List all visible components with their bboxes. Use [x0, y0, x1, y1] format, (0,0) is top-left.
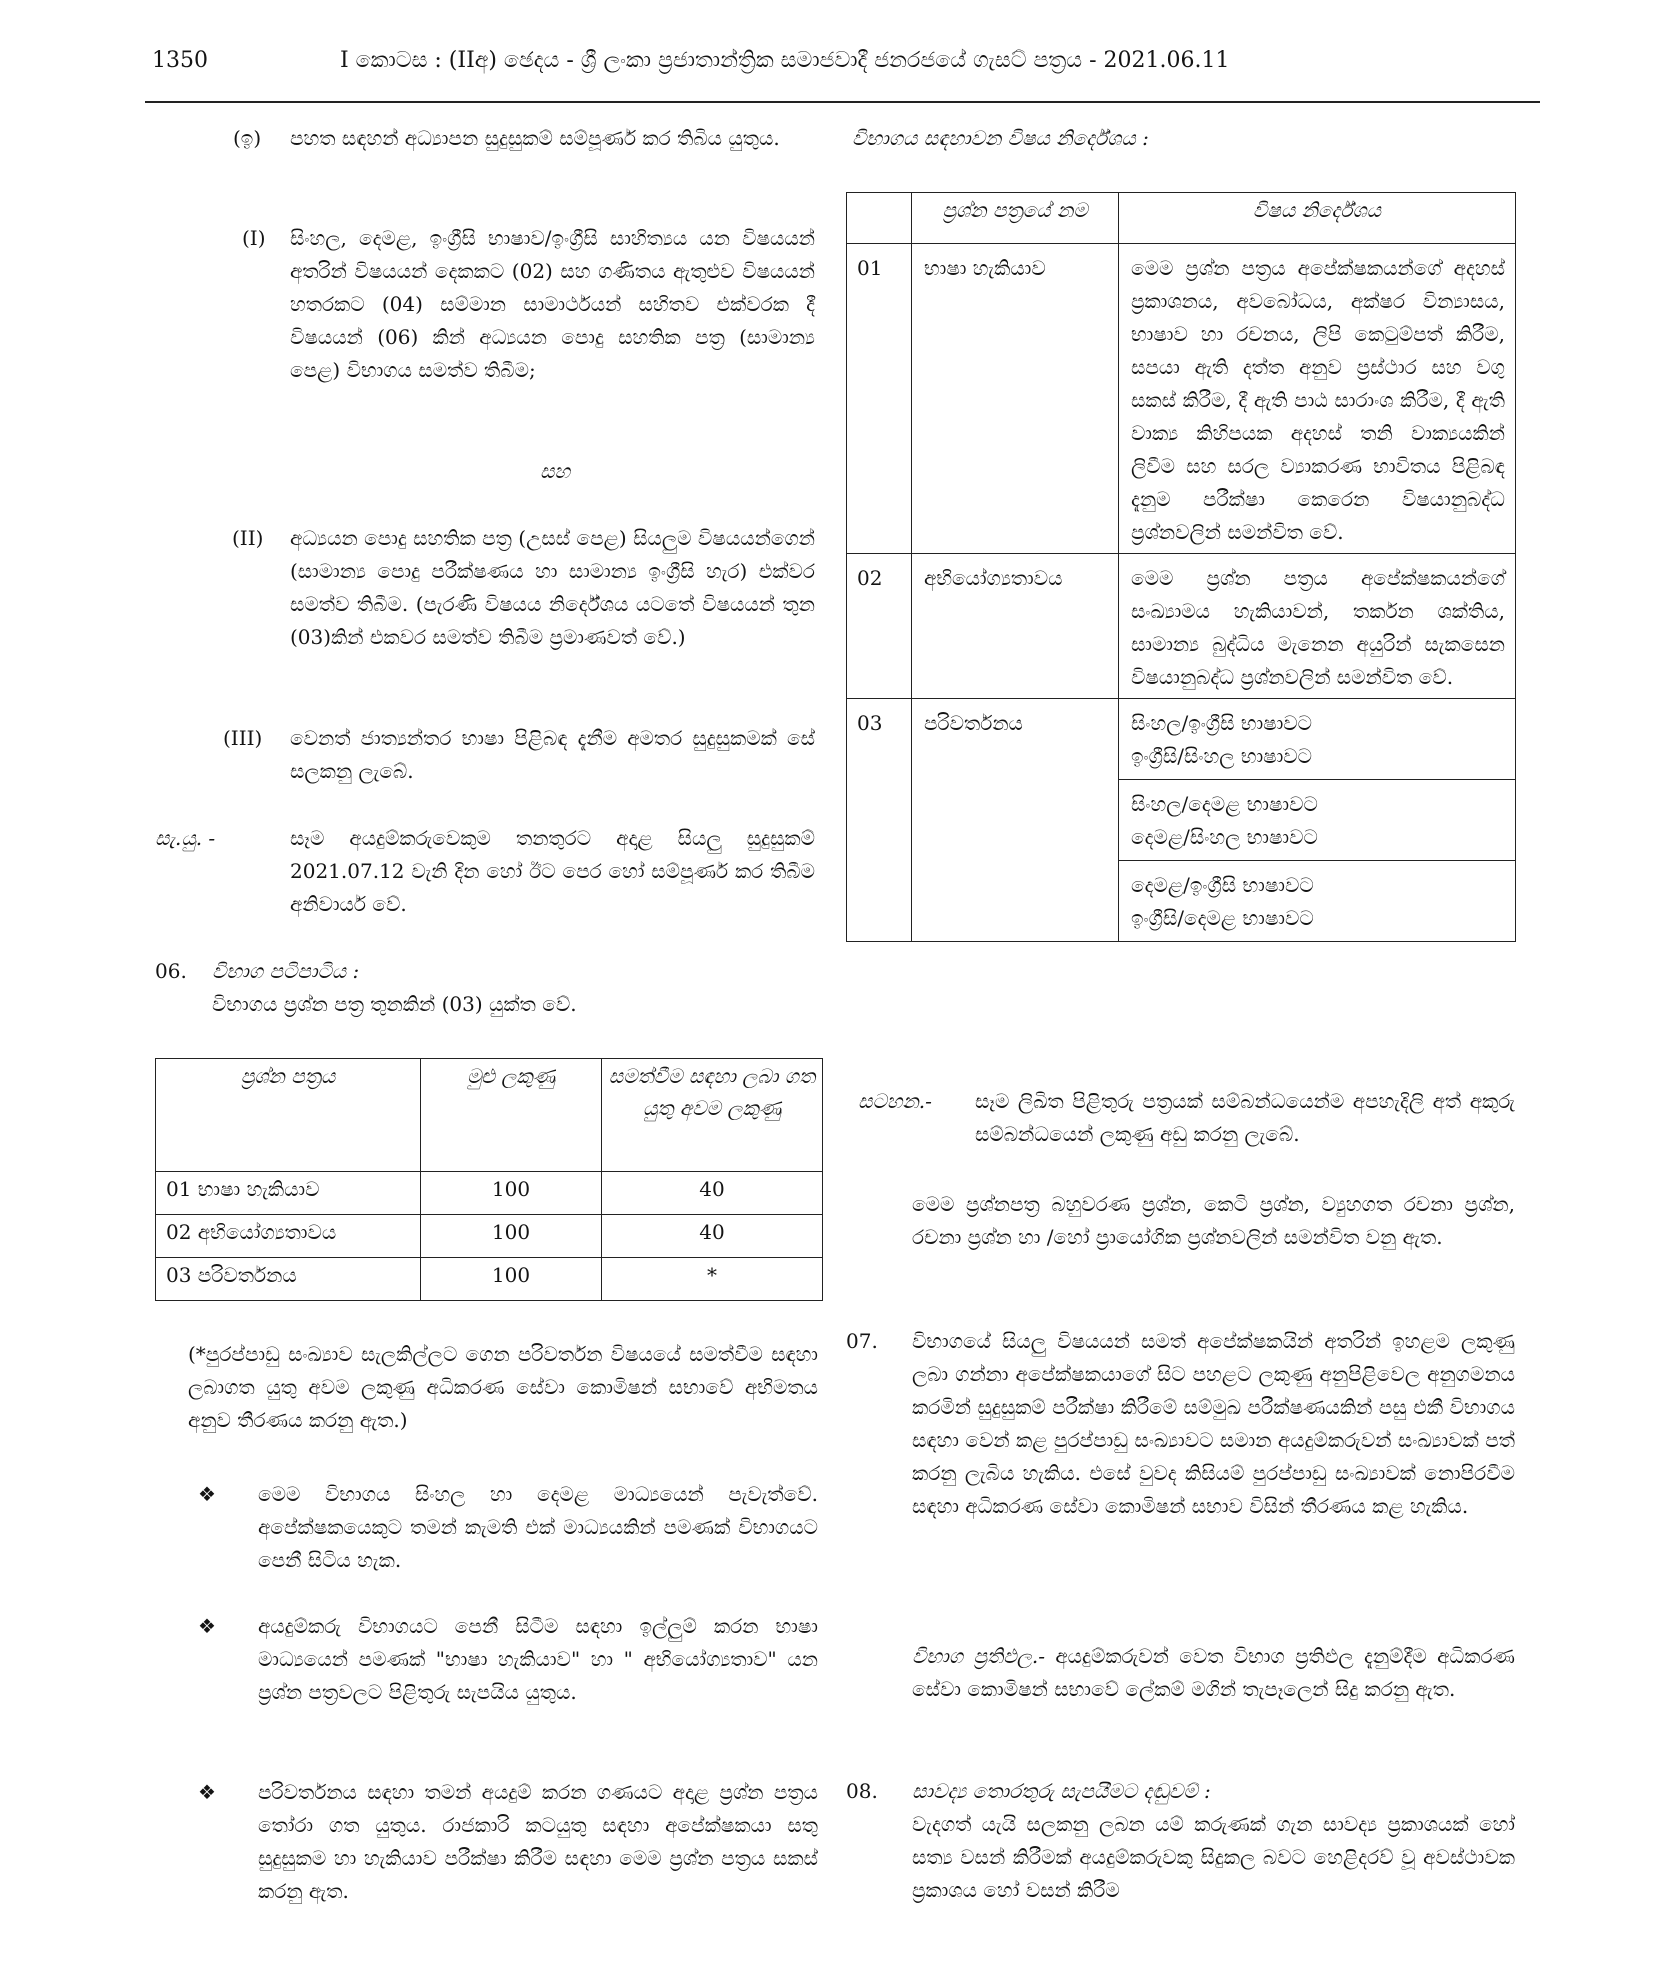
saha-conjunction: සහ	[540, 459, 571, 483]
syllabus-cell-translation	[1119, 699, 1516, 780]
item-i-text: සිංහල, දෙමළ, ඉංග්‍රීසි භාෂාව/ඉංග්‍රීසි සාහිත්‍යය යන විෂයයන් අතරින් විෂයයන් දෙකකට (02) සහ ගණිතය ඇතුළුව විෂයයන් හතරකට (04) සම්මාන සාමාර්ථයන් සහිතව එක්වරක දී විෂයයන් (06) කින් අධ්‍යයන පොදු සහතික පත්‍ර (සාමාන්‍ය පෙළ) විභාගය සමත්ව තිබීම;	[290, 226, 815, 382]
marks-cell-minimum: 40	[602, 1215, 823, 1258]
gazette-header-title: I කොටස : (IIඅ) ඡෙදය - ශ්‍රී ලංකා ප්‍රජාතාන්ත්‍රික සමාජවාදී ජනරජයේ ගැසට් පත්‍රය - 2021.06.11	[340, 48, 1230, 73]
marks-cell-paper: 02 අභියෝග්‍යතාවය	[156, 1215, 421, 1258]
table-row	[847, 244, 1516, 554]
item-e-text: පහත සඳහන් අධ්‍යාපන සුදුසුකම් සම්පූර්ණ කර තිබිය යුතුය.	[290, 126, 780, 150]
results-text: අයදුම්කරුවන් වෙත විභාග ප්‍රතිඵල දැනුම්දීම අධිකරණ සේවා කොමිෂන් සභාවේ ලේකම් මගින් තැපෑලෙන් සිදු කරනු ඇත.	[912, 1644, 1516, 1701]
header-divider	[145, 101, 1540, 103]
section-06-title: විභාග පටිපාටිය :	[212, 959, 360, 983]
section-06-text: විභාගය ප්‍රශ්න පත්‍ර තුනකින් (03) යුක්ත වේ.	[212, 992, 577, 1016]
syllabus-cell-description: මෙම ප්‍රශ්න පත්‍රය අපේක්ෂකයන්ගේ අදහස් ප්‍රකාශනය, අවබෝධය, අක්ෂර වින්‍යාසය, භාෂාව හා රචනය, ලිපි කෙටුම්පත් කිරීම, සපයා ඇති දත්ත අනුව ප්‍රස්ථාර සහ වගු සකස් කිරීම, දී ඇති පාඨ සාරාංශ කිරීම, දී ඇති වාක්‍ය කිහිපයක අදහස් තනි වාක්‍යයකින් ලිවීම සහ සරල ව්‍යාකරණ භාවිතය පිළිබඳ දැනුම පරීක්ෂා කෙරෙන විෂයානුබද්ධ ප්‍රශ්නවලින් සමන්විත වේ.	[1119, 244, 1516, 554]
translation-line: සිංහල/දෙමළ භාෂාවට	[1131, 792, 1318, 816]
syllabus-cell-description: මෙම ප්‍රශ්න පත්‍රය අපේක්ෂකයන්ගේ සංඛ්‍යාමය හැකියාවන්, තර්කන ශක්තිය, සාමාන්‍ය බුද්ධිය මැනෙන අයුරින් සැකසෙන විෂයානුබද්ධ ප්‍රශ්නවලින් සමන්විත වේ.	[1119, 554, 1516, 699]
note-text: සෑම අයදුම්කරුවෙකුම තනතුරට අදාළ සියලු සුදුසුකම් 2021.07.12 වැනි දින හෝ ඊට පෙර හෝ සම්පූර්ණ කර තිබීම අනිවාර්ය වේ.	[290, 826, 815, 916]
satahana-text: සෑම ලිඛිත පිළිතුරු පත්‍රයක් සම්බන්ධයෙන්ම අපහැදිලි අත් අකුරු සම්බන්ධයෙන් ලකුණු අඩු කරනු ලැබේ.	[975, 1089, 1515, 1146]
item-iii-text: වෙනත් ජාත්‍යන්තර භාෂා පිළිබඳ දැනීම අමතර සුදුසුකමක් සේ සලකනු ලැබේ.	[290, 726, 815, 783]
note-label: සැ.යු. -	[155, 826, 216, 850]
syllabus-header-no	[847, 193, 912, 244]
item-iii-label: (III)	[223, 726, 263, 750]
section-08-number: 08.	[846, 1779, 878, 1803]
question-types-paragraph: මෙම ප්‍රශ්නපත්‍ර බහුවරණ ප්‍රශ්න, කෙටි ප්‍රශ්න, ව්‍යුහගත රචනා ප්‍රශ්න, රචනා ප්‍රශ්න හා /හෝ ප්‍රායෝගික ප්‍රශ්නවලින් සමන්විත වනු ඇත.	[912, 1192, 1515, 1249]
marks-cell-total: 100	[421, 1172, 602, 1215]
table-row	[847, 554, 1516, 699]
translation-line: ඉංග්‍රීසි/දෙමළ භාෂාවට	[1131, 906, 1314, 930]
syllabus-title: විභාගය සඳහාවන විෂය නිර්දේශය :	[852, 126, 1149, 150]
section-06-number: 06.	[155, 959, 187, 983]
item-ii-label: (II)	[232, 526, 264, 550]
bullet-diamond-icon: ❖	[198, 1614, 216, 1638]
syllabus-cell-name: පරිවර්තනය	[912, 699, 1119, 942]
translation-line: දෙමළ/සිංහල භාෂාවට	[1131, 825, 1318, 849]
marks-cell-total: 100	[421, 1215, 602, 1258]
syllabus-cell-name: භාෂා හැකියාව	[912, 244, 1119, 554]
marks-header-total: මුළු ලකුණු	[421, 1059, 602, 1172]
syllabus-cell-no: 03	[847, 699, 912, 942]
translation-line: සිංහල/ඉංග්‍රීසි භාෂාවට	[1131, 711, 1313, 735]
section-08-title: සාවද්‍ය තොරතුරු සැපයීමට දඬුවම් :	[912, 1779, 1211, 1803]
bullet-diamond-icon: ❖	[198, 1482, 216, 1506]
table-row	[156, 1215, 823, 1258]
table-row	[156, 1258, 823, 1301]
syllabus-cell-translation	[1119, 861, 1516, 942]
section-07-text: විභාගයේ සියලු විෂයයන් සමත් අපේක්ෂකයින් අතරින් ඉහළම ලකුණු ලබා ගන්නා අපේක්ෂකයාගේ සිට පහළට ලකුණු අනුපිළිවෙල අනුගමනය කරමින් සුදුසුකම් පරීක්ෂා කිරීමේ සම්මුඛ පරීක්ෂණයකින් පසු එකී විභාගය සඳහා වෙන් කළ පුරප්පාඩු සංඛ්‍යාවට සමාන අයදුම්කරුවන් සංඛ්‍යාවක් පත් කරනු ලැබිය හැකිය. එසේ වුවද කිසියම් පුරප්පාඩු සංඛ්‍යාවක් නොපිරවීම සඳහා අධිකරණ සේවා කොමිෂන් සභාව විසින් තීරණය කළ හැකිය.	[912, 1329, 1515, 1518]
marks-cell-paper: 01 භාෂා හැකියාව	[156, 1172, 421, 1215]
marks-table	[155, 1058, 823, 1301]
marks-cell-total: 100	[421, 1258, 602, 1301]
marks-cell-paper: 03 පරිවර්තනය	[156, 1258, 421, 1301]
syllabus-cell-name: අභියෝග්‍යතාවය	[912, 554, 1119, 699]
star-footnote: (*පුරප්පාඩු සංඛ්‍යාව සැලකිල්ලට ගෙන පරිවර්තන විෂයයේ සමත්වීම සඳහා ලබාගත යුතු අවම ලකුණු අධිකරණ සේවා කොමිෂන් සභාවේ අභිමතය අනුව තීරණය කරනු ඇත.)	[188, 1342, 818, 1432]
syllabus-cell-translation	[1119, 780, 1516, 861]
results-paragraph	[912, 1640, 1515, 1706]
section-08-text: වැදගත් යැයි සලකනු ලබන යම් කරුණක් ගැන සාවද්‍ය ප්‍රකාශයක් හෝ සත්‍ය වසන් කිරීමක් අයදුම්කරුවකු සිදුකල බවට හෙළිදරව් වූ අවස්ථාවක ප්‍රකාශය හෝ වසන් කිරීම	[912, 1812, 1515, 1902]
results-label: විභාග ප්‍රතිඵල.-	[912, 1644, 1046, 1668]
syllabus-cell-no: 01	[847, 244, 912, 554]
marks-header-paper: ප්‍රශ්න පත්‍රය	[156, 1059, 421, 1172]
satahana-label: සටහන.-	[858, 1089, 932, 1113]
item-ii-text: අධ්‍යයන පොදු සහතික පත්‍ර (උසස් පෙළ) සියලුම විෂයයන්ගෙන් (සාමාන්‍ය පොදු පරීක්ෂණය හා සාමාන්‍ය ඉංග්‍රීසි හැර) එක්වර සමත්ව තිබීම. (පැරණි විෂයය නිර්දේශය යටතේ විෂයයන් තුන (03)කින් එකවර සමත්ව තිබීම ප්‍රමාණවත් වේ.)	[290, 526, 815, 649]
bullet-diamond-icon: ❖	[198, 1780, 216, 1804]
bullet-item: මෙම විභාගය සිංහල හා දෙමළ මාධ්‍යයෙන් පැවැත්වේ. අපේක්ෂකයෙකුට තමන් කැමති එක් මාධ්‍යයකින් පමණක් විභාගයට පෙනී සිටිය හැක.	[258, 1482, 818, 1572]
item-i-label: (I)	[242, 226, 266, 250]
item-e-label: (ඉ)	[233, 126, 262, 150]
marks-cell-minimum: *	[602, 1258, 823, 1301]
translation-line: දෙමළ/ඉංග්‍රීසි භාෂාවට	[1131, 873, 1314, 897]
syllabus-header-paper-name: ප්‍රශ්න පත්‍රයේ නම	[912, 193, 1119, 244]
marks-header-minimum: සමත්වීම සඳහා ලබා ගත යුතු අවම ලකුණු	[602, 1059, 823, 1172]
syllabus-table	[846, 192, 1516, 942]
syllabus-header-description: විෂය නිර්දේශය	[1119, 193, 1516, 244]
table-row	[847, 699, 1516, 780]
marks-cell-minimum: 40	[602, 1172, 823, 1215]
translation-line: ඉංග්‍රීසි/සිංහල භාෂාවට	[1131, 744, 1313, 768]
section-07-number: 07.	[846, 1329, 878, 1353]
syllabus-cell-no: 02	[847, 554, 912, 699]
bullet-item: අයදුම්කරු විභාගයට පෙනී සිටීම සඳහා ඉල්ලුම් කරන භාෂා මාධ්‍යයෙන් පමණක් "භාෂා හැකියාව" හා " අභියෝග්‍යතාව" යන ප්‍රශ්න පත්‍රවලට පිළිතුරු සැපයිය යුතුය.	[258, 1614, 818, 1704]
bullet-item: පරිවර්තනය සඳහා තමන් අයදුම් කරන ගණයට අදාළ ප්‍රශ්න පත්‍රය තෝරා ගත යුතුය. රාජකාරි කටයුතු සඳහා අපේක්ෂකයා සතු සුදුසුකම හා හැකියාව පරීක්ෂා කිරීම සඳහා මෙම ප්‍රශ්න පත්‍රය සකස් කරනු ඇත.	[258, 1780, 818, 1903]
page-number: 1350	[152, 48, 208, 73]
table-row	[156, 1172, 823, 1215]
